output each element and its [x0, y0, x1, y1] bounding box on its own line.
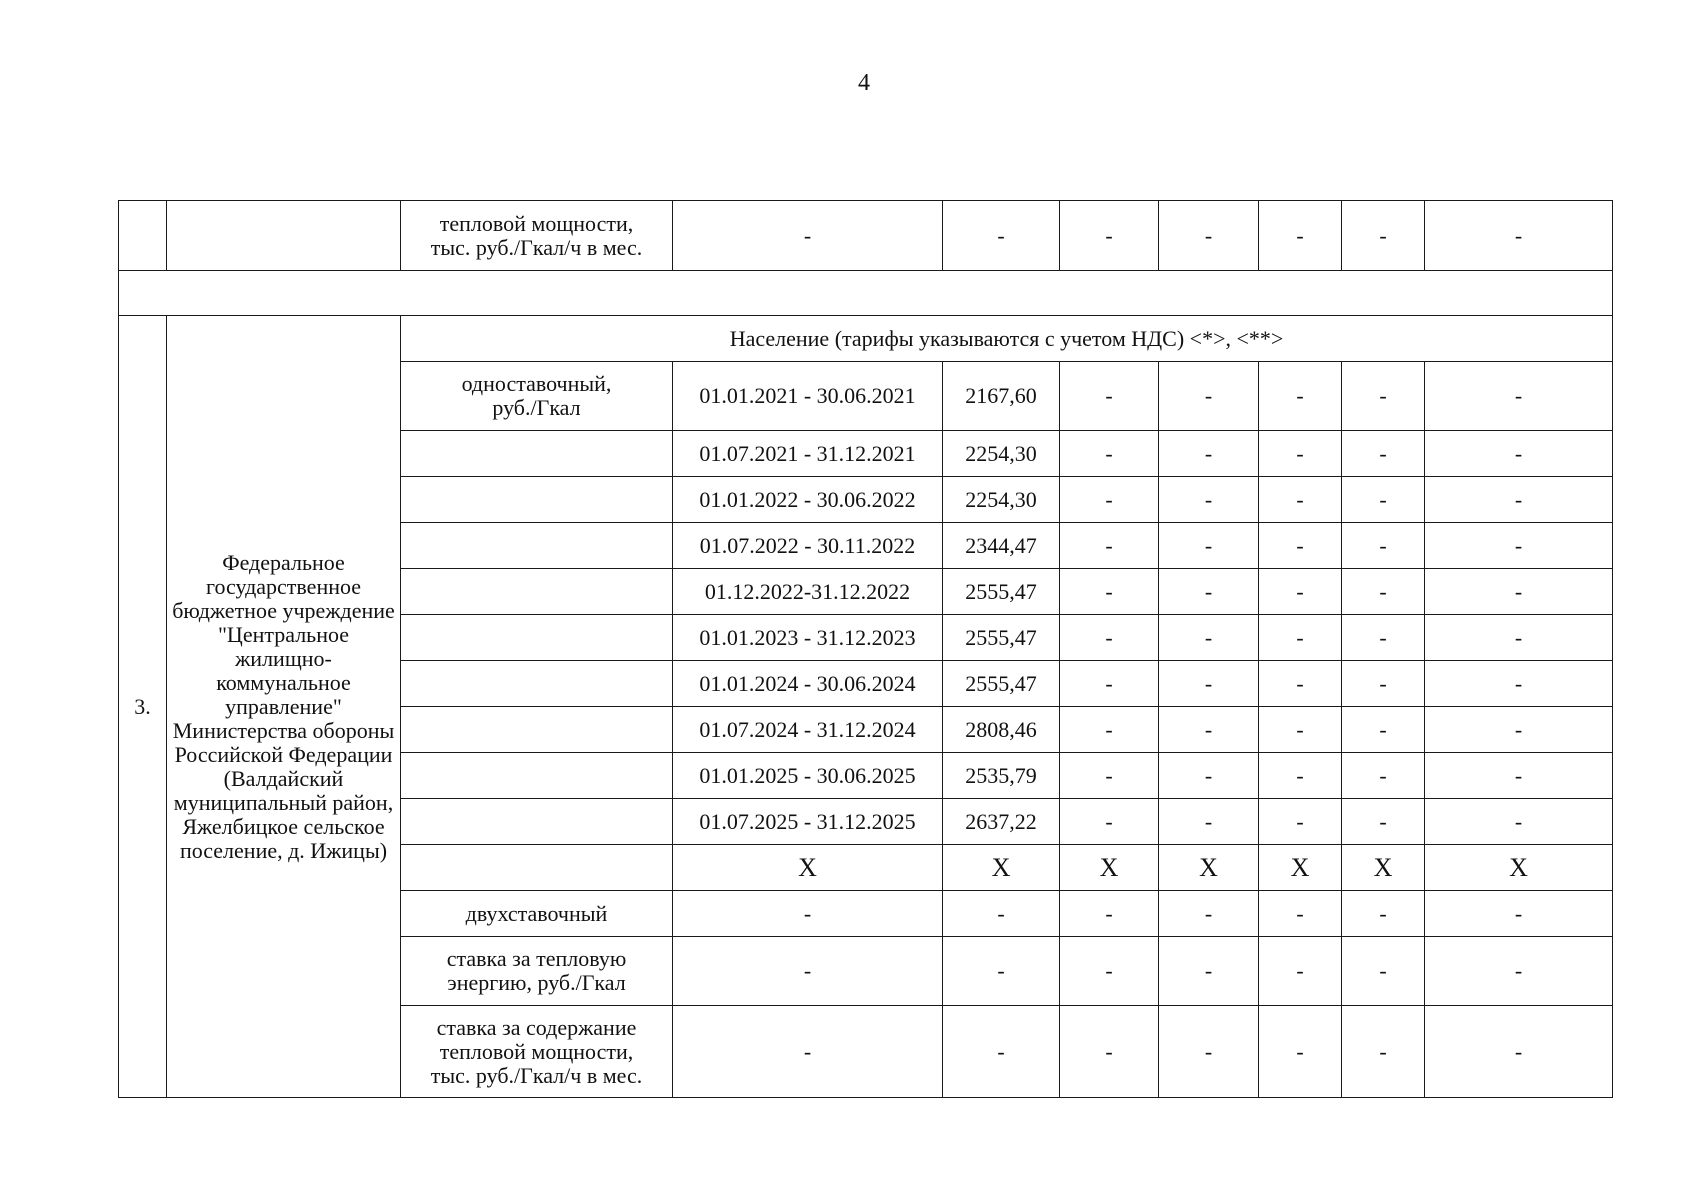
- empty-cell: [401, 845, 673, 891]
- value-cell: -: [1060, 569, 1159, 615]
- value-cell: -: [1060, 477, 1159, 523]
- tariff-value: 2254,30: [943, 477, 1060, 523]
- empty-cell: [119, 201, 167, 271]
- value-cell: -: [1425, 937, 1613, 1006]
- period-cell: 01.07.2025 - 31.12.2025: [673, 799, 943, 845]
- empty-cell: [401, 799, 673, 845]
- value-cell: -: [1259, 362, 1342, 431]
- tariff-value: 2555,47: [943, 661, 1060, 707]
- value-cell: -: [1159, 615, 1259, 661]
- value-cell: -: [673, 891, 943, 937]
- value-cell: -: [1159, 891, 1259, 937]
- value-cell: -: [1342, 201, 1425, 271]
- value-cell: -: [1425, 362, 1613, 431]
- period-cell: 01.07.2024 - 31.12.2024: [673, 707, 943, 753]
- tariff-value: 2344,47: [943, 523, 1060, 569]
- period-cell: 01.01.2024 - 30.06.2024: [673, 661, 943, 707]
- empty-cell: [167, 201, 401, 271]
- tariff-value: 2254,30: [943, 431, 1060, 477]
- value-cell: -: [1425, 431, 1613, 477]
- cross-cell: X: [1060, 845, 1159, 891]
- page-number: 4: [858, 70, 870, 96]
- value-cell: -: [1159, 753, 1259, 799]
- value-cell: -: [1342, 891, 1425, 937]
- value-cell: -: [1425, 661, 1613, 707]
- period-cell: 01.01.2021 - 30.06.2021: [673, 362, 943, 431]
- value-cell: -: [1342, 477, 1425, 523]
- tariff-value: 2555,47: [943, 615, 1060, 661]
- value-cell: -: [1060, 523, 1159, 569]
- period-cell: 01.01.2022 - 30.06.2022: [673, 477, 943, 523]
- value-cell: -: [1425, 201, 1613, 271]
- value-cell: -: [673, 201, 943, 271]
- value-cell: -: [1425, 1006, 1613, 1098]
- value-cell: -: [1342, 569, 1425, 615]
- value-cell: -: [943, 937, 1060, 1006]
- tariff-table: [118, 200, 1613, 1098]
- value-cell: -: [1060, 362, 1159, 431]
- value-cell: -: [673, 937, 943, 1006]
- empty-cell: [401, 523, 673, 569]
- empty-cell: [401, 707, 673, 753]
- group-header: Население (тарифы указываются с учетом НДС) <*>, <**>: [401, 316, 1613, 362]
- row-label: тепловой мощности, тыс. руб./Гкал/ч в мес.: [401, 201, 673, 271]
- cross-cell: X: [1259, 845, 1342, 891]
- row-number: 3.: [119, 316, 167, 1098]
- empty-cell: [401, 753, 673, 799]
- separator-row: [119, 271, 1613, 316]
- empty-cell: [401, 615, 673, 661]
- value-cell: -: [1060, 1006, 1159, 1098]
- value-cell: -: [1425, 615, 1613, 661]
- value-cell: -: [1425, 891, 1613, 937]
- row-label: двухставочный: [401, 891, 673, 937]
- value-cell: -: [1060, 431, 1159, 477]
- tariff-value: 2555,47: [943, 569, 1060, 615]
- value-cell: -: [1159, 799, 1259, 845]
- value-cell: -: [1060, 891, 1159, 937]
- value-cell: -: [673, 1006, 943, 1098]
- value-cell: -: [1259, 201, 1342, 271]
- value-cell: -: [1342, 615, 1425, 661]
- value-cell: -: [943, 201, 1060, 271]
- value-cell: -: [1342, 1006, 1425, 1098]
- value-cell: -: [1060, 937, 1159, 1006]
- value-cell: -: [1342, 661, 1425, 707]
- value-cell: -: [1060, 707, 1159, 753]
- value-cell: -: [1259, 799, 1342, 845]
- table-row: [119, 201, 1613, 271]
- value-cell: -: [1060, 753, 1159, 799]
- value-cell: -: [1159, 523, 1259, 569]
- value-cell: -: [1259, 661, 1342, 707]
- value-cell: -: [1159, 707, 1259, 753]
- value-cell: -: [1342, 937, 1425, 1006]
- cross-cell: X: [673, 845, 943, 891]
- value-cell: -: [1159, 201, 1259, 271]
- period-cell: 01.07.2021 - 31.12.2021: [673, 431, 943, 477]
- cross-cell: X: [1425, 845, 1613, 891]
- value-cell: -: [1060, 615, 1159, 661]
- value-cell: -: [1159, 937, 1259, 1006]
- cross-cell: X: [943, 845, 1060, 891]
- value-cell: -: [1060, 661, 1159, 707]
- cross-cell: X: [1159, 845, 1259, 891]
- value-cell: -: [1159, 1006, 1259, 1098]
- value-cell: -: [1259, 569, 1342, 615]
- value-cell: -: [1159, 569, 1259, 615]
- value-cell: -: [1259, 523, 1342, 569]
- period-cell: 01.01.2025 - 30.06.2025: [673, 753, 943, 799]
- value-cell: -: [1342, 362, 1425, 431]
- value-cell: -: [1425, 753, 1613, 799]
- empty-cell: [401, 477, 673, 523]
- empty-cell: [401, 431, 673, 477]
- row-label: ставка за содержание тепловой мощности, тыс. руб./Гкал/ч в мес.: [401, 1006, 673, 1098]
- period-cell: 01.01.2023 - 31.12.2023: [673, 615, 943, 661]
- organization-name: Федеральное государственное бюджетное учреждение "Центральное жилищно-коммунальное управление" Министерства обороны Российской Федерации (Валдайский муниципальный район, Яжелбицкое сельское поселение, д. Ижицы): [167, 316, 401, 1098]
- period-cell: 01.07.2022 - 30.11.2022: [673, 523, 943, 569]
- value-cell: -: [1425, 523, 1613, 569]
- tariff-value: 2167,60: [943, 362, 1060, 431]
- value-cell: -: [1259, 1006, 1342, 1098]
- empty-cell: [401, 569, 673, 615]
- period-cell: 01.12.2022-31.12.2022: [673, 569, 943, 615]
- table-row: [119, 316, 1613, 362]
- value-cell: -: [1159, 661, 1259, 707]
- row-label: ставка за тепловую энергию, руб./Гкал: [401, 937, 673, 1006]
- value-cell: -: [1259, 615, 1342, 661]
- value-cell: -: [943, 891, 1060, 937]
- value-cell: -: [1259, 937, 1342, 1006]
- value-cell: -: [1342, 523, 1425, 569]
- value-cell: -: [1259, 431, 1342, 477]
- tariff-value: 2535,79: [943, 753, 1060, 799]
- value-cell: -: [1159, 477, 1259, 523]
- value-cell: -: [1259, 707, 1342, 753]
- empty-cell: [119, 271, 1613, 316]
- value-cell: -: [1342, 431, 1425, 477]
- value-cell: -: [943, 1006, 1060, 1098]
- value-cell: -: [1259, 891, 1342, 937]
- value-cell: -: [1425, 477, 1613, 523]
- value-cell: -: [1425, 799, 1613, 845]
- tariff-value: 2808,46: [943, 707, 1060, 753]
- cross-cell: X: [1342, 845, 1425, 891]
- value-cell: -: [1159, 362, 1259, 431]
- value-cell: -: [1342, 753, 1425, 799]
- value-cell: -: [1259, 753, 1342, 799]
- value-cell: -: [1425, 569, 1613, 615]
- tariff-value: 2637,22: [943, 799, 1060, 845]
- value-cell: -: [1060, 201, 1159, 271]
- value-cell: -: [1259, 477, 1342, 523]
- value-cell: -: [1159, 431, 1259, 477]
- value-cell: -: [1342, 707, 1425, 753]
- empty-cell: [401, 661, 673, 707]
- row-label: одноставочный, руб./Гкал: [401, 362, 673, 431]
- value-cell: -: [1425, 707, 1613, 753]
- value-cell: -: [1342, 799, 1425, 845]
- value-cell: -: [1060, 799, 1159, 845]
